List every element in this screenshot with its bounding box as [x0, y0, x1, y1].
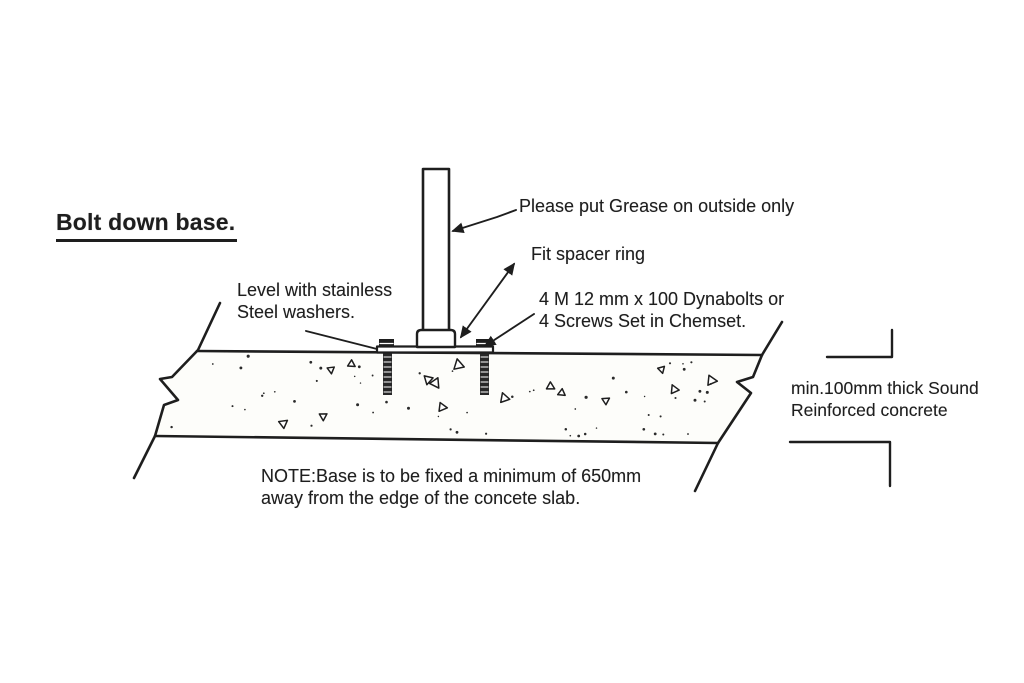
label-grease: Please put Grease on outside only [519, 196, 795, 216]
label-anchor-bolts-line2: 4 Screws Set in Chemset. [539, 311, 747, 331]
leader-washers [306, 331, 377, 349]
note-line2: away from the edge of the concete slab. [261, 488, 581, 508]
anchor-bolt-right-shaft [480, 352, 489, 395]
page-title: Bolt down base. [56, 209, 237, 242]
pole [423, 169, 449, 332]
thickness-mark-bottom [790, 442, 890, 486]
label-anchor-bolts [539, 288, 784, 332]
label-spacer-ring: Fit spacer ring [531, 244, 646, 264]
note [261, 465, 641, 509]
label-concrete [791, 377, 979, 421]
label-concrete-line2: Reinforced concrete [791, 400, 948, 420]
note-line1: NOTE:Base is to be fixed a minimum of 650mm [261, 466, 642, 486]
leader-anchor-bolts [485, 314, 534, 346]
anchor-bolt-left-shaft [383, 352, 392, 395]
spacer-ring [417, 330, 455, 347]
label-anchor-bolts-line1: 4 M 12 mm x 100 Dynabolts or [539, 289, 785, 309]
label-washers [237, 279, 392, 323]
leader-spacer-ring [461, 264, 514, 337]
label-washers-line1: Level with stainless [237, 280, 393, 300]
leader-grease [453, 210, 516, 231]
label-washers-line2: Steel washers. [237, 302, 356, 322]
thickness-mark-top [827, 330, 892, 357]
label-concrete-line1: min.100mm thick Sound [791, 378, 979, 398]
